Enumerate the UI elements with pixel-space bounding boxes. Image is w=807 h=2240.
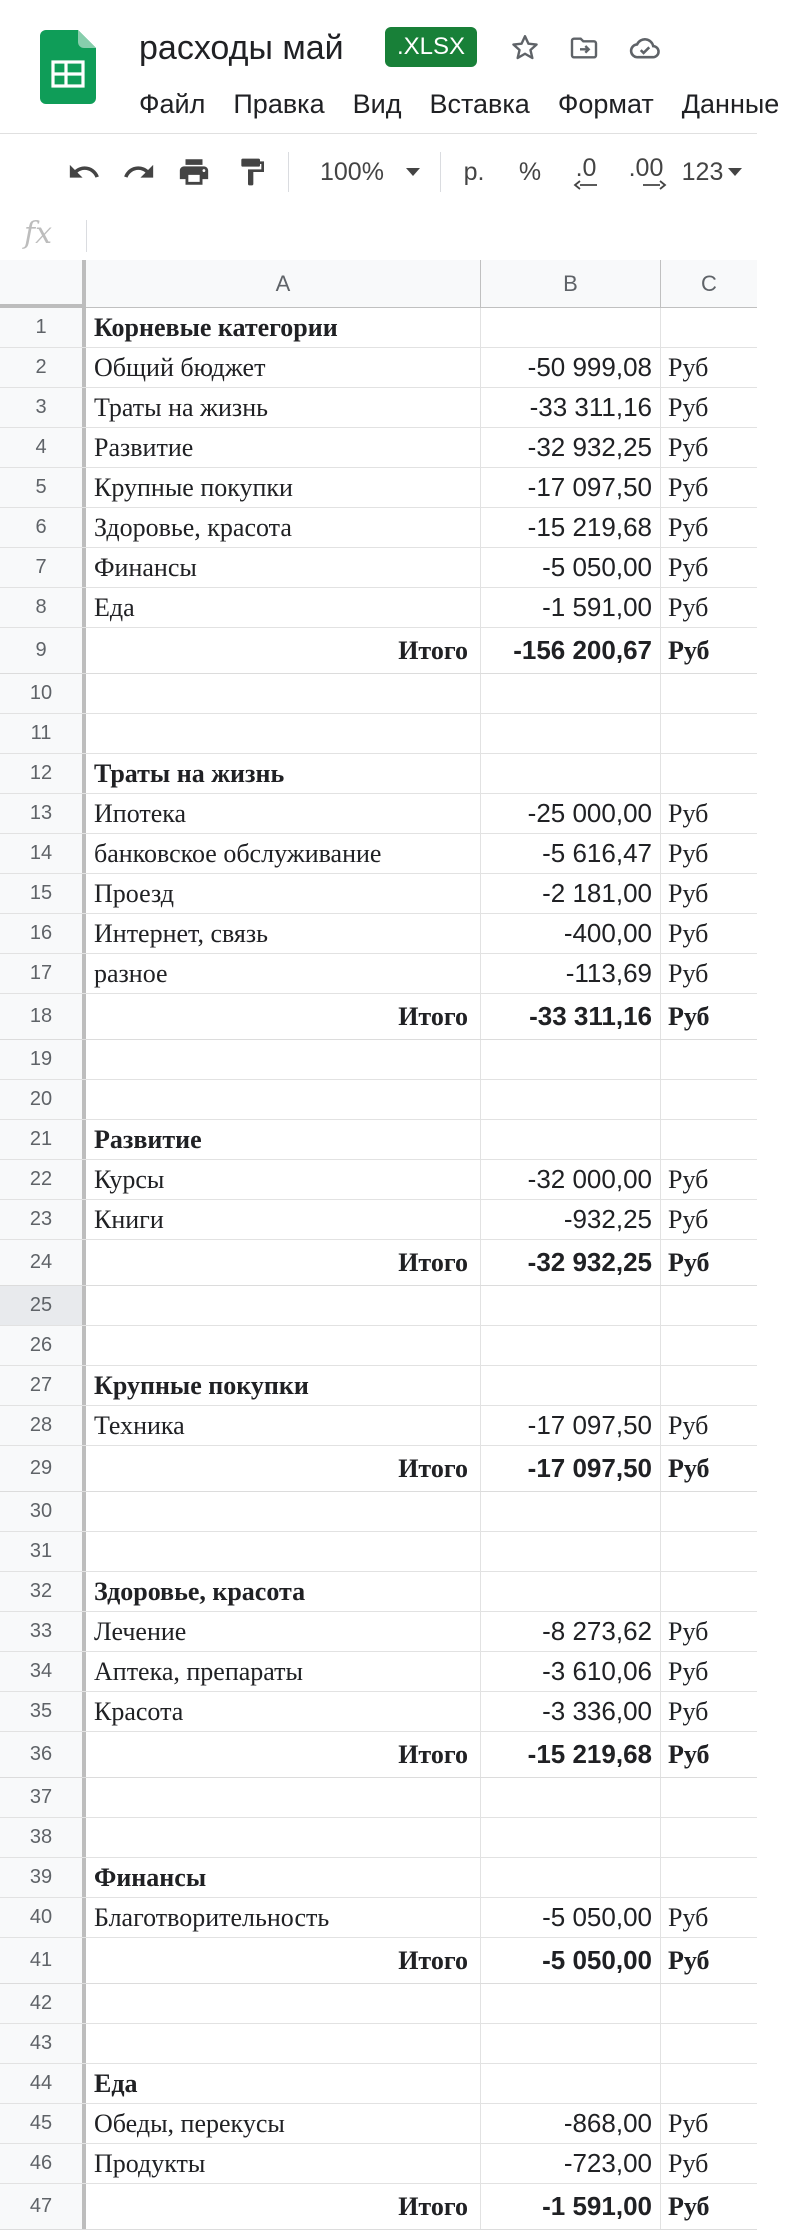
cell-c[interactable]: Руб [668, 472, 709, 502]
table-row [0, 388, 757, 428]
format-currency-button[interactable] [452, 150, 496, 194]
row-header[interactable]: 38 [0, 1818, 86, 1857]
row-header[interactable]: 43 [0, 2024, 86, 2063]
cell-c[interactable]: Руб [668, 838, 709, 868]
star-icon[interactable] [503, 26, 547, 70]
row-header[interactable]: 14 [0, 834, 86, 873]
row-header[interactable]: 21 [0, 1120, 86, 1159]
formula-bar [0, 212, 757, 261]
row-header[interactable]: 24 [0, 1240, 86, 1285]
cell-b[interactable] [481, 1040, 661, 1079]
cell-c[interactable]: Руб [668, 2108, 709, 2138]
cell-b[interactable]: -33 311,16 [481, 388, 661, 427]
cell-a[interactable]: Здоровье, красота [86, 1572, 481, 1611]
cell-c[interactable] [661, 674, 757, 713]
increase-decimal-label: .00 [628, 154, 664, 182]
category-row [0, 754, 757, 794]
table-row [0, 914, 757, 954]
cell-c[interactable]: Руб [668, 1656, 709, 1686]
cell-a[interactable] [86, 1286, 481, 1325]
cell-b[interactable]: -50 999,08 [481, 348, 661, 387]
cell-b[interactable] [481, 674, 661, 713]
cell-b[interactable]: -113,69 [481, 954, 661, 993]
total-row [0, 628, 757, 674]
currency-label: р. [463, 157, 485, 186]
cell-a[interactable]: Еда [86, 2064, 481, 2103]
table-row [0, 348, 757, 388]
cell-b[interactable] [481, 2024, 661, 2063]
category-row [0, 1858, 757, 1898]
arrow-right-icon [643, 181, 665, 189]
table-row [0, 548, 757, 588]
row-header[interactable]: 35 [0, 1692, 86, 1731]
cell-c[interactable]: Руб [668, 552, 709, 582]
table-row [0, 588, 757, 628]
cell-c[interactable] [661, 1572, 757, 1611]
toolbar [0, 133, 757, 213]
row-header[interactable]: 18 [0, 994, 86, 1039]
table-row [0, 508, 757, 548]
menu-format[interactable]: Формат [557, 89, 654, 119]
cell-c[interactable]: Руб [668, 1696, 709, 1726]
cell-b[interactable]: -17 097,50 [481, 1446, 661, 1491]
menu-data[interactable]: Данные [681, 89, 780, 119]
table-row [0, 1612, 757, 1652]
cell-c[interactable] [661, 1326, 757, 1365]
cell-c[interactable] [661, 754, 757, 793]
row-header[interactable]: 42 [0, 1984, 86, 2023]
table-row [0, 874, 757, 914]
format-percent-button[interactable] [508, 150, 552, 194]
menu-view[interactable]: Вид [352, 89, 402, 119]
table-row [0, 1532, 757, 1572]
row-header[interactable]: 5 [0, 468, 86, 507]
category-row [0, 2064, 757, 2104]
cloud-saved-icon[interactable] [623, 26, 667, 70]
table-row [0, 1778, 757, 1818]
more-formats-button[interactable] [676, 150, 748, 194]
row-header[interactable]: 30 [0, 1492, 86, 1531]
row-header[interactable]: 23 [0, 1200, 86, 1239]
row-header[interactable]: 47 [0, 2184, 86, 2229]
row-header[interactable]: 11 [0, 714, 86, 753]
cell-a[interactable]: Продукты [86, 2144, 481, 2183]
table-row [0, 1286, 757, 1326]
cell-a[interactable]: Обеды, перекусы [86, 2104, 481, 2143]
print-icon[interactable] [172, 150, 216, 194]
select-all-corner[interactable] [0, 260, 86, 308]
cell-a[interactable] [86, 1326, 481, 1365]
cell-b[interactable] [481, 1984, 661, 2023]
move-to-folder-icon[interactable] [562, 26, 606, 70]
cell-b[interactable] [481, 1858, 661, 1897]
cell-c[interactable] [661, 308, 757, 347]
table-row [0, 1080, 757, 1120]
cell-c[interactable]: Руб [668, 2191, 710, 2221]
row-header[interactable]: 34 [0, 1652, 86, 1691]
zoom-select[interactable] [310, 150, 430, 194]
cell-b[interactable] [481, 1778, 661, 1817]
cell-c[interactable]: Руб [668, 878, 709, 908]
table-row [0, 1492, 757, 1532]
document-title[interactable]: расходы май [139, 29, 344, 67]
cell-b[interactable]: -17 097,50 [481, 468, 661, 507]
table-row [0, 2144, 757, 2184]
row-header[interactable]: 32 [0, 1572, 86, 1611]
cell-b[interactable]: -5 616,47 [481, 834, 661, 873]
row-header[interactable]: 26 [0, 1326, 86, 1365]
cell-c[interactable] [661, 714, 757, 753]
cell-a[interactable]: Лечение [86, 1612, 481, 1651]
percent-label: % [518, 157, 542, 186]
table-row [0, 1406, 757, 1446]
cell-a[interactable] [86, 2024, 481, 2063]
row-header[interactable]: 44 [0, 2064, 86, 2103]
cell-a[interactable]: Еда [86, 588, 481, 627]
row-header[interactable]: 20 [0, 1080, 86, 1119]
cell-b[interactable] [481, 1120, 661, 1159]
spreadsheet-grid [0, 308, 757, 2230]
table-row [0, 794, 757, 834]
chevron-down-icon [406, 167, 420, 177]
table-row [0, 468, 757, 508]
cell-c[interactable]: Руб [668, 918, 709, 948]
fx-icon: fx [24, 216, 53, 251]
cell-c[interactable] [661, 1286, 757, 1325]
table-row [0, 1040, 757, 1080]
table-row [0, 1652, 757, 1692]
paint-format-icon[interactable] [230, 150, 274, 194]
row-header[interactable]: 3 [0, 388, 86, 427]
menu-edit[interactable]: Правка [233, 89, 325, 119]
app-header [0, 0, 780, 132]
menu-insert[interactable]: Вставка [429, 89, 530, 119]
row-header[interactable]: 1 [0, 308, 86, 347]
cell-b[interactable] [481, 714, 661, 753]
decrease-decimal-label: .0 [575, 154, 597, 182]
row-header[interactable]: 7 [0, 548, 86, 587]
cell-c[interactable]: Руб [668, 1945, 710, 1975]
cell-a[interactable]: Красота [86, 1692, 481, 1731]
table-row [0, 714, 757, 754]
cell-b[interactable] [481, 1532, 661, 1571]
row-header[interactable]: 4 [0, 428, 86, 467]
cell-b[interactable]: -15 219,68 [481, 508, 661, 547]
cell-a[interactable] [86, 1778, 481, 1817]
cell-c[interactable]: Руб [668, 1164, 709, 1194]
cell-b[interactable]: -3 610,06 [481, 1652, 661, 1691]
toolbar-divider [440, 152, 441, 192]
table-row [0, 834, 757, 874]
cell-a[interactable]: Крупные покупки [86, 468, 481, 507]
category-row [0, 1572, 757, 1612]
total-row [0, 1732, 757, 1778]
cell-c[interactable]: Руб [668, 432, 709, 462]
cell-b[interactable] [481, 754, 661, 793]
category-row [0, 1366, 757, 1406]
zoom-value: 100% [320, 157, 384, 186]
table-row [0, 1160, 757, 1200]
cell-b[interactable] [481, 1286, 661, 1325]
cell-c[interactable]: Руб [668, 1204, 709, 1234]
cell-b[interactable]: -868,00 [481, 2104, 661, 2143]
cell-b[interactable] [481, 1492, 661, 1531]
cell-a[interactable] [86, 674, 481, 713]
cell-a[interactable] [86, 1492, 481, 1531]
cell-c[interactable]: Руб [668, 592, 709, 622]
table-row [0, 2024, 757, 2064]
cell-a[interactable]: Развитие [86, 1120, 481, 1159]
cell-a[interactable]: Итого [86, 1938, 481, 1983]
cell-c[interactable] [661, 1858, 757, 1897]
total-row [0, 2184, 757, 2230]
cell-c[interactable]: Руб [668, 392, 709, 422]
cell-a[interactable]: Итого [86, 1732, 481, 1777]
cell-b[interactable]: -156 200,67 [481, 628, 661, 673]
cell-b[interactable]: -25 000,00 [481, 794, 661, 833]
formula-input[interactable] [96, 212, 746, 260]
cell-c[interactable]: Руб [668, 2148, 709, 2178]
total-row [0, 1446, 757, 1492]
cell-a[interactable]: Курсы [86, 1160, 481, 1199]
row-header[interactable]: 17 [0, 954, 86, 993]
cell-a[interactable]: Ипотека [86, 794, 481, 833]
cell-c[interactable]: Руб [668, 1902, 709, 1932]
table-row [0, 428, 757, 468]
row-header[interactable]: 19 [0, 1040, 86, 1079]
file-format-badge: .XLSX [385, 27, 477, 67]
cell-b[interactable]: -33 311,16 [481, 994, 661, 1039]
cell-a[interactable] [86, 1040, 481, 1079]
cell-c[interactable]: Руб [668, 958, 709, 988]
table-row [0, 674, 757, 714]
redo-icon[interactable] [117, 150, 161, 194]
row-header[interactable]: 45 [0, 2104, 86, 2143]
cell-b[interactable] [481, 308, 661, 347]
cell-b[interactable]: -32 000,00 [481, 1160, 661, 1199]
cell-c[interactable] [661, 1532, 757, 1571]
cell-c[interactable] [661, 1040, 757, 1079]
total-row [0, 1938, 757, 1984]
cell-c[interactable]: Руб [668, 512, 709, 542]
table-row [0, 954, 757, 994]
arrow-left-icon [575, 181, 597, 189]
cell-b[interactable] [481, 1818, 661, 1857]
cell-a[interactable] [86, 1532, 481, 1571]
row-header[interactable]: 33 [0, 1612, 86, 1651]
row-header[interactable]: 22 [0, 1160, 86, 1199]
cell-a[interactable]: Корневые категории [86, 308, 481, 347]
cell-b[interactable]: -5 050,00 [481, 1898, 661, 1937]
cell-a[interactable]: Аптека, препараты [86, 1652, 481, 1691]
menu-bar [139, 84, 807, 124]
cell-a[interactable]: Траты на жизнь [86, 754, 481, 793]
cell-b[interactable] [481, 1080, 661, 1119]
row-header[interactable]: 40 [0, 1898, 86, 1937]
cell-a[interactable]: Итого [86, 1240, 481, 1285]
cell-a[interactable]: Итого [86, 1446, 481, 1491]
row-header[interactable]: 36 [0, 1732, 86, 1777]
row-header[interactable]: 46 [0, 2144, 86, 2183]
table-row [0, 1692, 757, 1732]
cell-b[interactable] [481, 1366, 661, 1405]
cell-c[interactable] [661, 2024, 757, 2063]
cell-b[interactable]: -5 050,00 [481, 1938, 661, 1983]
cell-c[interactable] [661, 1778, 757, 1817]
row-header[interactable]: 8 [0, 588, 86, 627]
row-header[interactable]: 13 [0, 794, 86, 833]
increase-decimal-button[interactable] [617, 150, 675, 194]
row-header[interactable]: 28 [0, 1406, 86, 1445]
cell-a[interactable]: Техника [86, 1406, 481, 1445]
cell-b[interactable]: -1 591,00 [481, 588, 661, 627]
cell-b[interactable]: -723,00 [481, 2144, 661, 2183]
formula-bar-divider [86, 220, 87, 252]
cell-c[interactable]: Руб [668, 1247, 710, 1277]
undo-icon[interactable] [62, 150, 106, 194]
row-header[interactable]: 39 [0, 1858, 86, 1897]
table-row [0, 1984, 757, 2024]
cell-a[interactable]: Финансы [86, 548, 481, 587]
cell-a[interactable]: Развитие [86, 428, 481, 467]
row-header[interactable]: 31 [0, 1532, 86, 1571]
cell-a[interactable] [86, 1818, 481, 1857]
cell-c[interactable] [661, 1818, 757, 1857]
cell-a[interactable]: Крупные покупки [86, 1366, 481, 1405]
cell-a[interactable] [86, 1080, 481, 1119]
cell-c[interactable]: Руб [668, 352, 709, 382]
category-row [0, 308, 757, 348]
row-header[interactable]: 16 [0, 914, 86, 953]
column-header-c[interactable]: C [661, 260, 757, 308]
cell-a[interactable] [86, 714, 481, 753]
cell-a[interactable]: Интернет, связь [86, 914, 481, 953]
cell-a[interactable]: Здоровье, красота [86, 508, 481, 547]
sheets-logo-icon[interactable] [40, 30, 96, 104]
cell-c[interactable]: Руб [668, 1001, 710, 1031]
cell-c[interactable]: Руб [668, 1616, 709, 1646]
cell-b[interactable]: -1 591,00 [481, 2184, 661, 2229]
cell-b[interactable]: -5 050,00 [481, 548, 661, 587]
cell-b[interactable]: -32 932,25 [481, 1240, 661, 1285]
column-header-a[interactable]: A [86, 260, 481, 308]
cell-c[interactable] [661, 1492, 757, 1531]
table-row [0, 1898, 757, 1938]
cell-a[interactable]: банковское обслуживание [86, 834, 481, 873]
menu-file[interactable]: Файл [139, 89, 206, 119]
cell-c[interactable] [661, 1120, 757, 1159]
cell-a[interactable]: Книги [86, 1200, 481, 1239]
cell-c[interactable]: Руб [668, 1410, 709, 1440]
cell-b[interactable]: -8 273,62 [481, 1612, 661, 1651]
row-header[interactable]: 37 [0, 1778, 86, 1817]
row-header[interactable]: 2 [0, 348, 86, 387]
cell-c[interactable] [661, 1984, 757, 2023]
cell-b[interactable]: -400,00 [481, 914, 661, 953]
cell-a[interactable]: Траты на жизнь [86, 388, 481, 427]
table-row [0, 2104, 757, 2144]
row-header[interactable]: 12 [0, 754, 86, 793]
total-row [0, 1240, 757, 1286]
cell-c[interactable]: Руб [668, 798, 709, 828]
column-header-b[interactable]: B [481, 260, 661, 308]
more-formats-label: 123 [681, 157, 724, 186]
chevron-down-icon [728, 167, 742, 177]
total-row [0, 994, 757, 1040]
cell-b[interactable]: -932,25 [481, 1200, 661, 1239]
row-header[interactable]: 25 [0, 1286, 86, 1325]
cell-a[interactable]: Финансы [86, 1858, 481, 1897]
cell-b[interactable] [481, 1326, 661, 1365]
cell-a[interactable]: Итого [86, 994, 481, 1039]
cell-a[interactable]: Проезд [86, 874, 481, 913]
cell-a[interactable]: Итого [86, 628, 481, 673]
cell-a[interactable]: разное [86, 954, 481, 993]
cell-a[interactable]: Благотворительность [86, 1898, 481, 1937]
cell-b[interactable]: -32 932,25 [481, 428, 661, 467]
row-header[interactable]: 10 [0, 674, 86, 713]
row-header[interactable]: 29 [0, 1446, 86, 1491]
row-header[interactable]: 9 [0, 628, 86, 673]
cell-a[interactable] [86, 1984, 481, 2023]
cell-c[interactable]: Руб [668, 635, 710, 665]
cell-b[interactable] [481, 1572, 661, 1611]
table-row [0, 1326, 757, 1366]
cell-b[interactable]: -3 336,00 [481, 1692, 661, 1731]
cell-b[interactable] [481, 2064, 661, 2103]
table-row [0, 1200, 757, 1240]
cell-c[interactable]: Руб [668, 1453, 710, 1483]
cell-c[interactable] [661, 1080, 757, 1119]
row-header[interactable]: 27 [0, 1366, 86, 1405]
cell-c[interactable] [661, 2064, 757, 2103]
cell-c[interactable]: Руб [668, 1739, 710, 1769]
table-row [0, 1818, 757, 1858]
cell-a[interactable]: Общий бюджет [86, 348, 481, 387]
cell-c[interactable] [661, 1366, 757, 1405]
toolbar-divider [288, 152, 289, 192]
row-header[interactable]: 6 [0, 508, 86, 547]
cell-a[interactable]: Итого [86, 2184, 481, 2229]
decrease-decimal-button[interactable] [561, 150, 611, 194]
cell-b[interactable]: -17 097,50 [481, 1406, 661, 1445]
category-row [0, 1120, 757, 1160]
row-header[interactable]: 15 [0, 874, 86, 913]
cell-b[interactable]: -15 219,68 [481, 1732, 661, 1777]
cell-b[interactable]: -2 181,00 [481, 874, 661, 913]
row-header[interactable]: 41 [0, 1938, 86, 1983]
